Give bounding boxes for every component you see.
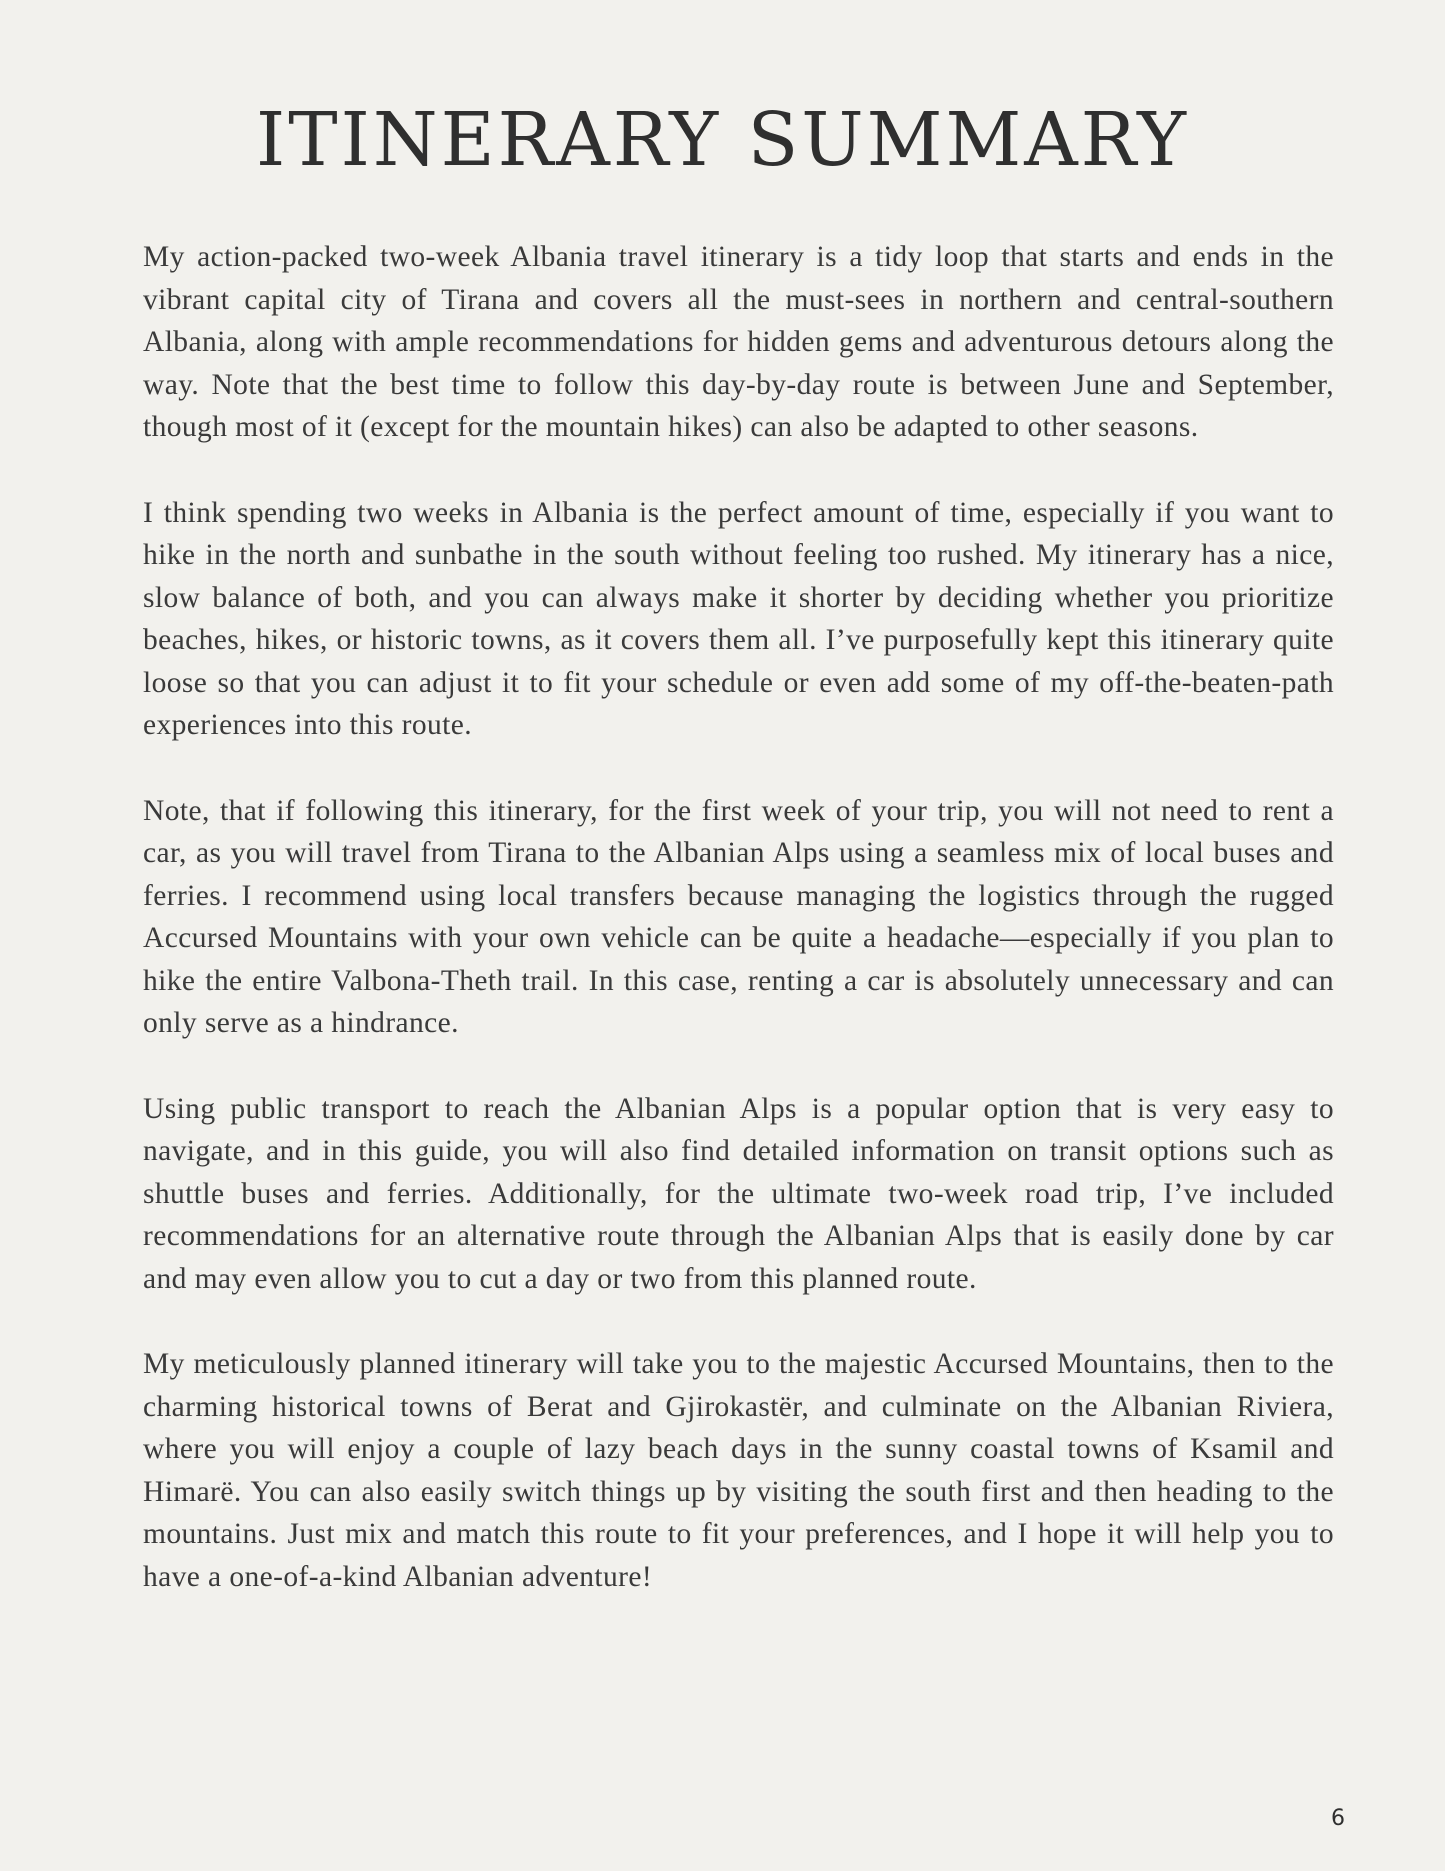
page-number: 6: [1331, 1806, 1345, 1831]
page-title: ITINERARY SUMMARY: [256, 97, 1189, 183]
paragraph-car-note: Note, that if following this itinerary, for the first week of your trip, you will not need to rent a car, as you will travel from Tirana to the Albanian Alps using a seamless mix of local buses and ferries. I recommend using local transfers because managing the logistics through the rugged Accursed Mountains with your own vehicle can be quite a headache—especially if you plan to hike the entire Valbona-Theth trail. In this case, renting a car is absolutely unnecessary and can only serve as a hindrance.: [143, 794, 1334, 1039]
body-text: [143, 236, 1334, 1641]
paragraph-intro: My action-packed two-week Albania travel itinerary is a tidy loop that starts and ends in the vibrant capital city of Tirana and covers all the must-sees in northern and central-southern Albania, along with ample recommendations for hidden gems and adventurous detours along the way. Note that the best time to follow this day-by-day route is between June and September, though most of it (except for the mountain hikes) can also be adapted to other seasons.: [143, 241, 1334, 443]
paragraph-public-transport: Using public transport to reach the Albanian Alps is a popular option that is very easy to navigate, and in this guide, you will also find detailed information on transit options such as shuttle buses and ferries. Additionally, for the ultimate two-week road trip, I’ve included recommendations for an alternative route through the Albanian Alps that is easily done by car and may even allow you to cut a day or two from this planned route.: [143, 1092, 1334, 1295]
paragraph-route-overview: My meticulously planned itinerary will take you to the majestic Accursed Mountains, then to the charming historical towns of Berat and Gjirokastër, and culminate on the Albanian Riviera, where you will enjoy a couple of lazy beach days in the sunny coastal towns of Ksamil and Himarë. You can also easily switch things up by visiting the south first and then heading to the mountains. Just mix and match this route to fit your preferences, and I hope it will help you to have a one-of-a-kind Albanian adventure!: [143, 1348, 1334, 1593]
paragraph-two-weeks: I think spending two weeks in Albania is the perfect amount of time, especially if you want to hike in the north and sunbathe in the south without feeling too rushed. My itinerary has a nice, slow balance of both, and you can always make it shorter by deciding whether you prioritize beaches, hikes, or historic towns, as it covers them all. I’ve purposefully kept this itinerary quite loose so that you can adjust it to fit your schedule or even add some of my off-the-beaten-path experiences into this route.: [143, 496, 1334, 741]
